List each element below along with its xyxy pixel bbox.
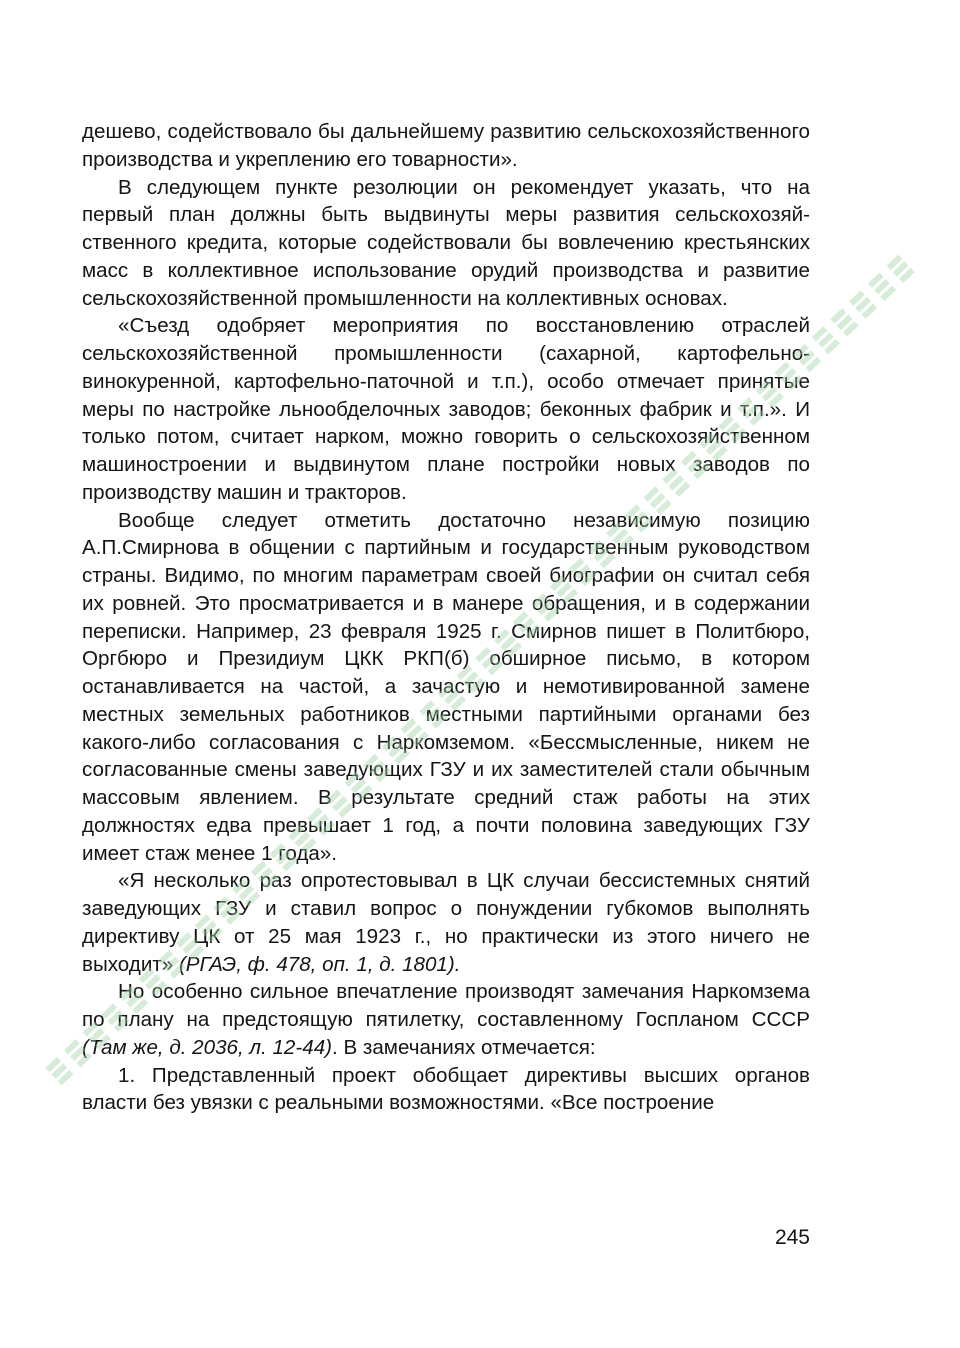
watermark-dash [887, 255, 903, 270]
paragraph-text: Но особенно сильное впечатление производят замечания Наркомзема по плану на предстоящую пятилетку, составленному Госпланом СССР [82, 980, 810, 1031]
watermark-dash [855, 297, 871, 312]
watermark-dash [893, 261, 909, 276]
paragraph-text: дешево, содействовало бы дальнейшему развитию сельскохозяйственного производства и укреплению его товарности». [82, 120, 810, 171]
watermark-dash [874, 279, 890, 294]
paragraph [82, 867, 810, 978]
paragraph-text: «Съезд одобряет мероприятия по восстановлению отраслей сельскохозяйственной промышленности (сахарной, картофельно-винокуренной, картофельно-паточной и т.п.), особо отмечает принятые меры по настройке льнообделочных заводов; беконных фабрик и т.п.». И только потом, считает нарком, можно говорить о сельскохозяйственном машиностроении и выдвинутом плане постройки новых заводов по производству машин и тракторов. [82, 314, 810, 504]
watermark-dash [58, 1070, 74, 1085]
watermark-dash [868, 273, 884, 288]
watermark-dash [45, 1057, 61, 1072]
watermark-dash [849, 290, 865, 305]
paragraph [82, 174, 810, 313]
watermark-dash [824, 339, 840, 354]
page-number: 245 [774, 1226, 810, 1249]
paragraph-text: 1. Представленный проект обобщает директивы высших органов власти без увязки с реальными возможностями. «Все построение [82, 1063, 810, 1115]
citation-reference: (Там же, д. 2036, л. 12-44) [82, 1035, 333, 1059]
watermark-dash [843, 321, 859, 336]
watermark-dash [51, 1063, 67, 1078]
paragraph [82, 118, 810, 174]
watermark-dash [830, 308, 846, 323]
paragraph [82, 312, 810, 506]
watermark-dash [818, 333, 834, 348]
paragraph [82, 1062, 810, 1118]
body-text [82, 118, 810, 1117]
paragraph-text: . В замечаниях отмечается: [332, 1035, 596, 1059]
watermark-dash [64, 1039, 80, 1054]
watermark-dash [862, 303, 878, 318]
paragraph-text: «Я несколько раз опротестовывал в ЦК случаи бессистемных снятий заведующих ГЗУ и ставил вопрос о понуждении губкомов выполнять директиву ЦК от 25 мая 1923 г., но практически из этого ничего не выходит» [82, 869, 810, 976]
paragraph [82, 978, 810, 1061]
paragraph-text: В следующем пункте резолюции он рекомендует указать, что на первый план должны быть выдвинуты меры развития сельскохозяйственного кредита, которые содействовали бы вовлечению крестьянских масс в коллективное использование орудий производства и развитие сельскохозяйственной промышленности на коллективных основах. [82, 175, 810, 310]
paragraph [82, 507, 810, 868]
watermark-dash [880, 286, 896, 301]
watermark-dash [837, 315, 853, 330]
watermark-dash [899, 268, 915, 283]
watermark-dash [812, 326, 828, 341]
citation-reference: (РГАЭ, ф. 478, оп. 1, д. 1801). [178, 952, 461, 976]
paragraph-text: Вообще следует отметить достаточно независимую позицию А.П.Смирнова в общении с партийным и государственным руководством страны. Видимо, по многим параметрам своей биографии он считал себя их ровней. Это просматривается и в манере обращения, и в содержании переписки. Например, 23 февраля 1925 г. Смирнов пишет в Политбюро, Оргбюро и Президиум ЦКК РКП(б) обширное письмо, в котором останавливается на частой, а зачастую и немотивированной замене местных земельных работников местными партийными органами без какого-либо согласования с Наркомземом. «Бессмысленные, никем не согласованные смены заведующих ГЗУ и их заместителей стали обычным массовым явлением. В результате средний стаж работы на этих должностях едва превышает 1 год, а почти половина заведующих ГЗУ имеет стаж менее 1 года». [82, 508, 810, 865]
